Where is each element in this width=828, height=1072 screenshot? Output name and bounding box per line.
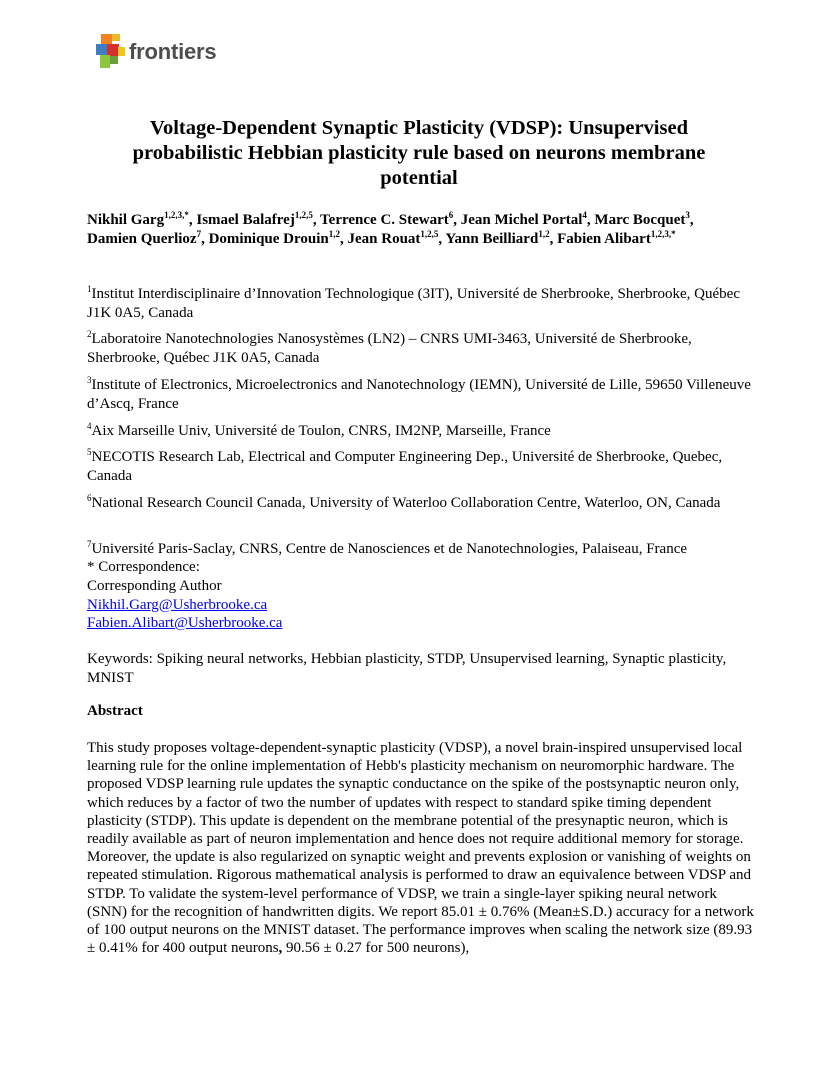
author: Dominique Drouin$^{1,2}$, (208, 229, 348, 247)
email-link-garg (87, 596, 757, 615)
author: Yann Beilliard$^{1,2}$, (445, 229, 558, 247)
email-link-alibart (87, 614, 757, 633)
email-link[interactable]: Nikhil.Garg@Usherbrooke.ca (87, 597, 268, 613)
author: Jean Michel Portal$^4$, (460, 210, 595, 228)
affiliation-2: $^2$Laboratoire Nanotechnologies Nanosystèmes (LN2) – CNRS UMI-3463, Université de Sherbrooke, Sherbrooke, Québec J1K 0A5, Canada (87, 329, 692, 366)
author: Ismael Balafrej$^{1,2,5}$, (196, 210, 321, 228)
affiliation-6: $^6$National Research Council Canada, University of Waterloo Collaboration Centre, Waterloo, ON, Canada (87, 493, 721, 511)
author-list (87, 211, 747, 249)
logo-wordmark: frontiers (129, 39, 217, 64)
affiliation-7: $^7$Université Paris-Saclay, CNRS, Centre de Nanosciences et de Nanotechnologies, Palaiseau, France (87, 539, 688, 557)
frontiers-logo (96, 34, 216, 70)
author: Nikhil Garg$^{1,2,3,*}$, (87, 210, 197, 228)
author: Damien Querlioz$^7$, (87, 229, 209, 247)
abstract-body: This study proposes voltage-dependent-synaptic plasticity (VDSP), a novel brain-inspired unsupervised local learning rule for the online implementation of Hebb's plasticity mechanism on neuromorphic hardware. The proposed VDSP learning rule updates the synaptic conductance on the spike of the postsynaptic neuron only, which reduces by a factor of two the number of updates with respect to standard spike timing dependent plasticity (STDP). This update is dependent on the membrane potential of the presynaptic neuron, which is readily available as part of neuron implementation and hence does not require additional memory for storage. Moreover, the update is also regularized on synaptic weight and prevents explosion or vanishing of weights on repeated stimulation. Rigorous mathematical analysis is performed to draw an equivalence between VDSP and STDP. To validate the system-level performance of VDSP, we train a single-layer spiking neural network (SNN) for the recognition of handwritten digits. We report 85.01 ± 0.76% (Mean±S.D.) accuracy for a network of 100 output neurons on the MNIST dataset. The performance improves when scaling the network size (89.93 ± 0.41% for 400 output neurons, 90.56 ± 0.27 for 500 neurons), (87, 740, 754, 957)
author: Jean Rouat$^{1,2,5}$, (347, 229, 446, 247)
paper-title: Voltage-Dependent Synaptic Plasticity (VDSP): Unsupervised probabilistic Hebbian plasticity rule based on neurons membrane potential (132, 117, 706, 189)
frontiers-cube-icon (96, 34, 126, 70)
affiliation-4: $^4$Aix Marseille Univ, Université de Toulon, CNRS, IM2NP, Marseille, France (87, 421, 551, 439)
email-link[interactable]: Fabien.Alibart@Usherbrooke.ca (87, 615, 283, 631)
keywords: Keywords: Spiking neural networks, Hebbian plasticity, STDP, Unsupervised learning, Synaptic plasticity, MNIST (87, 651, 727, 686)
affiliation-3: $^3$Institute of Electronics, Microelectronics and Nanotechnology (IEMN), Université de Lille, 59650 Villeneuve d’Ascq, France (87, 375, 751, 412)
affiliation-5: $^5$NECOTIS Research Lab, Electrical and Computer Engineering Dep., Université de Sherbrooke, Quebec, Canada (87, 447, 723, 484)
affiliation-1: $^1$Institut Interdisciplinaire d’Innovation Technologique (3IT), Université de Sherbrooke, Sherbrooke, Québec J1K 0A5, Canada (87, 284, 740, 321)
corresponding-author-label: Corresponding Author (87, 578, 222, 594)
author: Terrence C. Stewart$^6$, (320, 210, 461, 228)
correspondence-label: * Correspondence: (87, 559, 200, 575)
author: Marc Bocquet$^3$, (594, 210, 694, 228)
author: Fabien Alibart$^{1,2,3,*}$ (557, 229, 676, 247)
abstract-heading: Abstract (87, 703, 143, 719)
